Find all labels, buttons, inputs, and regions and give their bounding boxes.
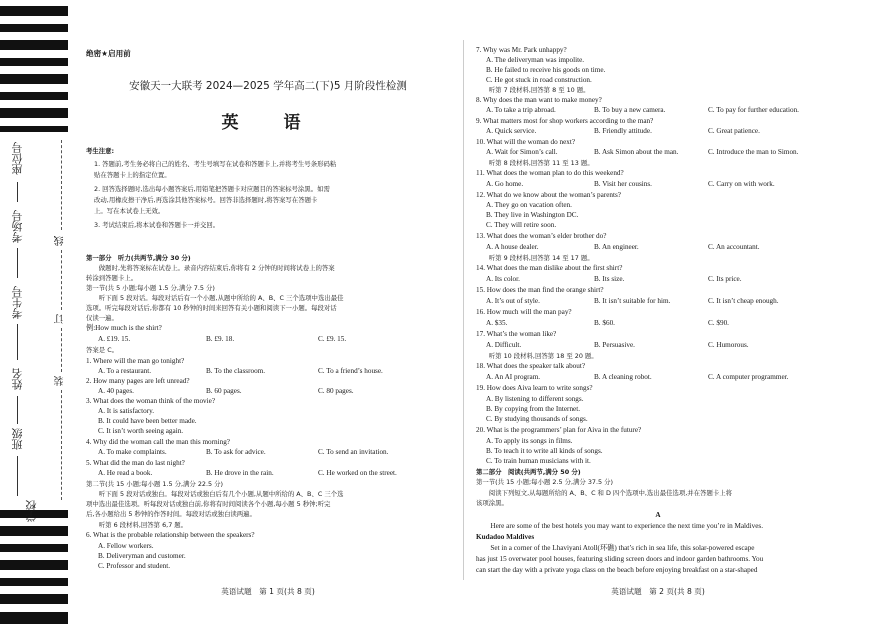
notice-title: 考生注意:: [86, 147, 115, 155]
option: B. He failed to receive his goods on time.: [486, 66, 606, 74]
option: C. He got stuck in road construction.: [486, 76, 592, 84]
option: B. To buy a new camera.: [594, 106, 666, 114]
notice-line: 贴在答题卡上的指定位置。: [94, 171, 171, 179]
example-question: 例:How much is the shirt?: [86, 324, 162, 332]
question: 7. Why was Mr. Park unhappy?: [476, 46, 567, 54]
option: A. By listening to different songs.: [486, 395, 584, 403]
option: B. By copying from the Internet.: [486, 405, 581, 413]
material-note: 听第 7 段材料,回答第 8 至 10 题。: [476, 86, 590, 94]
binding-margin: [0, 0, 72, 630]
notice-line: 3. 考试结束后,将本试卷和答题卡一并交回。: [94, 221, 220, 229]
margin-bar: [0, 24, 68, 32]
question: 14. What does the man dislike about the first shirt?: [476, 264, 623, 272]
subject-title: 英 语: [221, 113, 315, 133]
question: 1. Where will the man go tonight?: [86, 357, 185, 365]
option: B. It isn’t suitable for him.: [594, 297, 671, 305]
option: A. 40 pages.: [98, 387, 134, 395]
question: 8. Why does the man want to make money?: [476, 96, 602, 104]
margin-bar: [0, 578, 68, 586]
option: C. To send an invitation.: [318, 448, 389, 456]
option: B. To the classroom.: [206, 367, 266, 375]
margin-bar: [0, 40, 68, 50]
secret-mark: 绝密★启用前: [86, 49, 131, 58]
question: 11. What does the woman plan to do this weekend?: [476, 169, 624, 177]
seat-number-line: [17, 182, 18, 202]
option: C. Professor and student.: [98, 562, 171, 570]
option: B. He drove in the rain.: [206, 469, 274, 477]
section2-intro: 后,各小题给出 5 秒钟的作答时间。每段对话或独白读两遍。: [86, 510, 256, 518]
question: 17. What’s the woman like?: [476, 330, 557, 338]
material-note: 听第 6 段材料,回答第 6,7 题。: [86, 521, 188, 529]
margin-bar: [0, 6, 68, 16]
option: A. A house dealer.: [486, 243, 539, 251]
school-label: 学校: [25, 500, 38, 522]
name-line: [17, 396, 18, 424]
option: C. He worked on the street.: [318, 469, 397, 477]
cut-line: [61, 390, 62, 500]
question: 5. What did the man do last night?: [86, 459, 185, 467]
section1-intro: 选项。听完每段对话后,你都有 10 秒钟的时间来回答有关小题和阅读下一小题。每段对话: [86, 304, 337, 312]
part2-title: 第二部分 阅读(共两节,满分 50 分): [476, 468, 581, 476]
margin-bar: [0, 108, 68, 118]
section2-title: 第二节(共 15 小题;每小题 1.5 分,满分 22.5 分): [86, 480, 223, 488]
margin-bar: [0, 612, 68, 624]
material-note: 听第 8 段材料,回答第 11 至 13 题。: [476, 159, 594, 167]
passage-line: can start the day with a private yoga class on the beach before enjoying breakfast on a star-shaped: [476, 566, 758, 574]
option: A. They go on vacation often.: [486, 201, 572, 209]
exam-title: 安徽天一大联考 2024—2025 学年高二(下)5 月阶段性检测: [129, 80, 407, 92]
option: C. Great patience.: [708, 127, 760, 135]
page-divider: [463, 40, 464, 580]
cut-line: [61, 250, 62, 310]
page-2: [476, 0, 840, 630]
part1-title: 第一部分 听力(共两节,满分 30 分): [86, 254, 191, 262]
candidate-number-line: [17, 324, 18, 360]
cut-line: [61, 328, 62, 372]
part1-intro: 转涂到答题卡上。: [86, 274, 138, 282]
option: A. To take a trip abroad.: [486, 106, 556, 114]
option: C. To a friend’s house.: [318, 367, 383, 375]
option: C. Humorous.: [708, 341, 749, 349]
margin-bar: [0, 126, 68, 132]
margin-bar: [0, 526, 68, 536]
option: A. It’s out of style.: [486, 297, 540, 305]
cut-mark-bind: 订: [55, 314, 66, 324]
example-option: A. £19. 15.: [98, 335, 131, 343]
question: 4. Why did the woman call the man this morning?: [86, 438, 230, 446]
seat-number-label: 座位号: [11, 142, 24, 175]
option: B. To teach it to write all kinds of songs.: [486, 447, 603, 455]
exam-room-label: 考场号: [11, 210, 24, 243]
option: B. Its size.: [594, 275, 625, 283]
candidate-number-label: 考生号: [11, 286, 24, 319]
question: 10. What will the woman do next?: [476, 138, 576, 146]
option: C. It isn’t cheap enough.: [708, 297, 779, 305]
cut-mark-line: 线: [55, 236, 66, 246]
page-footer: 英语试题 第 2 页(共 8 页): [611, 587, 705, 596]
section1-title: 第一节(共 5 小题;每小题 1.5 分,满分 7.5 分): [86, 284, 215, 292]
example-answer: 答案是 C。: [86, 346, 119, 354]
option: A. To make complaints.: [98, 448, 167, 456]
option: A. Difficult.: [486, 341, 522, 349]
option: B. An engineer.: [594, 243, 639, 251]
question: 15. How does the man find the orange shirt?: [476, 286, 604, 294]
option: C. Its price.: [708, 275, 742, 283]
class-line: [17, 456, 18, 496]
margin-bar: [0, 74, 68, 84]
page-1: [86, 0, 450, 630]
passage-line: Set in a corner of the Lhaviyani Atoll(环礁) that’s rich in sea life, this solar-powered escape: [476, 544, 755, 552]
question: 2. How many pages are left unread?: [86, 377, 190, 385]
page-footer: 英语试题 第 1 页(共 8 页): [221, 587, 315, 596]
option: C. It isn’t worth seeing again.: [98, 427, 184, 435]
option: B. It could have been better made.: [98, 417, 197, 425]
margin-bar: [0, 544, 68, 552]
section2-intro: 项中选出最佳选项。听每段对话或独白前,你将有时间阅读各个小题,每小题 5 秒钟;听完: [86, 500, 331, 508]
option: B. Ask Simon about the man.: [594, 148, 679, 156]
option: C. Introduce the man to Simon.: [708, 148, 799, 156]
part2-intro: 阅读下列短文,从每题所给的 A、B、C 和 D 四个选项中,选出最佳选项,并在答题卡上将: [476, 489, 733, 497]
margin-bar: [0, 58, 68, 66]
example-option: C. £9. 15.: [318, 335, 347, 343]
option: A. $35.: [486, 319, 508, 327]
question: 18. What does the speaker talk about?: [476, 362, 586, 370]
option: C. $90.: [708, 319, 729, 327]
part2-section1-title: 第一节(共 15 小题;每小题 2.5 分,满分 37.5 分): [476, 478, 613, 486]
option: B. 60 pages.: [206, 387, 242, 395]
option: A. Quick service.: [486, 127, 537, 135]
option: B. Persuasive.: [594, 341, 635, 349]
option: B. They live in Washington DC.: [486, 211, 579, 219]
notice-line: 改动,用橡皮擦干净后,再选涂其他答案标号。回答非选择题时,将答案写在答题卡: [94, 196, 318, 204]
option: C. 80 pages.: [318, 387, 354, 395]
option: A. Go home.: [486, 180, 524, 188]
example-option: B. £9. 18.: [206, 335, 235, 343]
option: A. He read a book.: [98, 469, 153, 477]
option: A. Wait for Simon’s call.: [486, 148, 558, 156]
margin-bar: [0, 560, 68, 570]
passage-lead: Here are some of the best hotels you may want to experience the next time you’re in Maldives.: [476, 522, 764, 530]
option: B. To ask for advice.: [206, 448, 266, 456]
notice-line: 1. 答题前,考生务必将自己的姓名、考生号填写在试卷和答题卡上,并将考生号条形码粘: [94, 160, 337, 168]
question: 13. What does the woman’s elder brother do?: [476, 232, 607, 240]
option: A. Fellow workers.: [98, 542, 154, 550]
passage-letter: A: [655, 511, 661, 519]
part1-intro: 做题时,先将答案标在试卷上。录音内容结束后,你将有 2 分钟的时间将试卷上的答案: [86, 264, 335, 272]
option: C. By studying thousands of songs.: [486, 415, 588, 423]
option: B. A cleaning robot.: [594, 373, 652, 381]
option: A. Its color.: [486, 275, 520, 283]
section2-intro: 听下面 5 段对话或独白。每段对话或独白后有几个小题,从题中所给的 A、B、C 三个选: [86, 490, 344, 498]
question: 16. How much will the man pay?: [476, 308, 572, 316]
option: C. To pay for further education.: [708, 106, 799, 114]
hotel-name: Kudadoo Maldives: [476, 533, 535, 541]
question: 9. What matters most for shop workers according to the man?: [476, 117, 654, 125]
question: 12. What do we know about the woman’s parents?: [476, 191, 621, 199]
option: B. $60.: [594, 319, 615, 327]
option: C. A computer programmer.: [708, 373, 789, 381]
option: A. The deliveryman was impolite.: [486, 56, 585, 64]
name-label: 姓名: [11, 368, 24, 390]
option: B. Visit her cousins.: [594, 180, 652, 188]
exam-room-line: [17, 248, 18, 278]
option: C. Carry on with work.: [708, 180, 775, 188]
option: C. To train human musicians with it.: [486, 457, 591, 465]
margin-bar: [0, 594, 68, 604]
material-note: 听第 10 段材料,回答第 18 至 20 题。: [476, 352, 598, 360]
part2-intro: 该项涂黑。: [476, 499, 508, 507]
section1-intro: 听下面 5 段对话。每段对话后有一个小题,从题中所给的 A、B、C 三个选项中选出最佳: [86, 294, 344, 302]
option: A. It is satisfactory.: [98, 407, 155, 415]
question: 6. What is the probable relationship between the speakers?: [86, 531, 255, 539]
margin-bar: [0, 92, 68, 100]
notice-line: 2. 回答选择题时,选出每小题答案后,用铅笔把答题卡对应题目的答案标号涂黑。如需: [94, 185, 330, 193]
option: A. An AI program.: [486, 373, 541, 381]
question: 19. How does Aiva learn to write songs?: [476, 384, 593, 392]
question: 20. What is the programmers’ plan for Aiva in the future?: [476, 426, 642, 434]
question: 3. What does the woman think of the movie?: [86, 397, 216, 405]
option: C. They will retire soon.: [486, 221, 557, 229]
option: A. To a restaurant.: [98, 367, 152, 375]
option: A. To apply its songs in films.: [486, 437, 573, 445]
passage-line: has just 15 overwater pool houses, featuring sliding screen doors and indoor garden bathrooms. You: [476, 555, 764, 563]
class-label: 班级: [11, 428, 24, 450]
option: C. An accountant.: [708, 243, 760, 251]
section1-intro: 仅读一遍。: [86, 314, 118, 322]
option: B. Friendly attitude.: [594, 127, 652, 135]
option: B. Deliveryman and customer.: [98, 552, 186, 560]
notice-line: 上。写在本试卷上无效。: [94, 207, 165, 215]
cut-line: [61, 140, 62, 230]
material-note: 听第 9 段材料,回答第 14 至 17 题。: [476, 254, 594, 262]
cut-mark-stitch: 装: [55, 376, 66, 386]
